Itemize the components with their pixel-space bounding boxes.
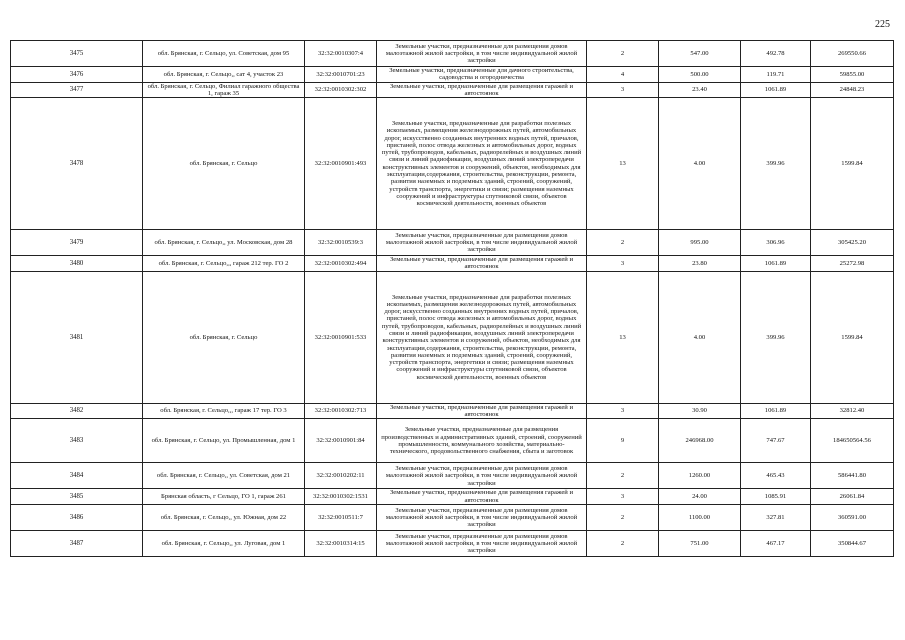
cadastral-number-cell: 32:32:0010302:1531 <box>305 489 377 505</box>
address-cell: обл. Брянская, г. Сельцо <box>143 98 305 230</box>
specific-value-cell: 1061.89 <box>741 403 811 419</box>
table-row <box>11 67 894 83</box>
land-use-cell: Земельные участки, предназначенные для размещения производственных и административных зданий, строений, сооружений промышленности, коммунального хозяйства, материально-технического, продовольственного снабжения, сбыта и заготовок <box>377 419 587 463</box>
row-number-cell: 3480 <box>11 256 143 272</box>
row-number-cell: 3482 <box>11 403 143 419</box>
specific-value-cell: 327.81 <box>741 504 811 530</box>
cadastral-number-cell: 32:32:0010901:533 <box>305 271 377 403</box>
cadastral-number-cell: 32:32:0010314:15 <box>305 530 377 556</box>
area-cell: 23.80 <box>659 256 741 272</box>
group-number-cell: 2 <box>587 463 659 489</box>
cadastral-value-cell: 24848.23 <box>811 82 894 98</box>
cadastral-number-cell: 32:32:0010302:302 <box>305 82 377 98</box>
row-number-cell: 3476 <box>11 67 143 83</box>
land-use-cell: Земельные участки, предназначенные для дачного строительства, садоводства и огородничества <box>377 67 587 83</box>
cadastral-value-cell: 1599.84 <box>811 271 894 403</box>
land-use-cell: Земельные участки, предназначенные для размещения домов малоэтажной жилой застройки, в том числе индивидуальной жилой застройки <box>377 463 587 489</box>
table-row <box>11 271 894 403</box>
specific-value-cell: 399.96 <box>741 271 811 403</box>
cadastral-value-cell: 350844.67 <box>811 530 894 556</box>
cadastral-number-cell: 32:32:0010202:11 <box>305 463 377 489</box>
group-number-cell: 2 <box>587 41 659 67</box>
area-cell: 24.00 <box>659 489 741 505</box>
group-number-cell: 4 <box>587 67 659 83</box>
area-cell: 4.00 <box>659 271 741 403</box>
group-number-cell: 9 <box>587 419 659 463</box>
area-cell: 246968.00 <box>659 419 741 463</box>
cadastral-value-cell: 26061.84 <box>811 489 894 505</box>
address-cell: обл. Брянская, г. Сельцо, ул. Советская, дом 95 <box>143 41 305 67</box>
specific-value-cell: 492.78 <box>741 41 811 67</box>
specific-value-cell: 747.67 <box>741 419 811 463</box>
table-row <box>11 403 894 419</box>
cadastral-value-cell: 25272.98 <box>811 256 894 272</box>
address-cell: обл. Брянская, г. Сельцо,, сат 4, участок 23 <box>143 67 305 83</box>
row-number-cell: 3481 <box>11 271 143 403</box>
cadastral-value-cell: 59855.00 <box>811 67 894 83</box>
address-cell: обл. Брянская, г. Сельцо, Филиал гаражного общества 1, гараж 35 <box>143 82 305 98</box>
address-cell: обл. Брянская, г. Сельцо,, ул. Советская, дом 21 <box>143 463 305 489</box>
area-cell: 30.90 <box>659 403 741 419</box>
cadastral-number-cell: 32:32:0010539:3 <box>305 230 377 256</box>
table-row <box>11 82 894 98</box>
area-cell: 751.00 <box>659 530 741 556</box>
address-cell: обл. Брянская, г. Сельцо,,, гараж 17 тер. ГО 3 <box>143 403 305 419</box>
land-use-cell: Земельные участки, предназначенные для размещения домов малоэтажной жилой застройки, в том числе индивидуальной жилой застройки <box>377 41 587 67</box>
area-cell: 500.00 <box>659 67 741 83</box>
row-number-cell: 3484 <box>11 463 143 489</box>
group-number-cell: 2 <box>587 504 659 530</box>
row-number-cell: 3475 <box>11 41 143 67</box>
row-number-cell: 3483 <box>11 419 143 463</box>
land-use-cell: Земельные участки, предназначенные для размещения гаражей и автостоянок <box>377 82 587 98</box>
cadastral-number-cell: 32:32:0010511:7 <box>305 504 377 530</box>
cadastral-value-cell: 184650564.56 <box>811 419 894 463</box>
area-cell: 23.40 <box>659 82 741 98</box>
area-cell: 547.00 <box>659 41 741 67</box>
group-number-cell: 3 <box>587 256 659 272</box>
group-number-cell: 13 <box>587 98 659 230</box>
address-cell: обл. Брянская, г. Сельцо, ул. Промышленная, дом 1 <box>143 419 305 463</box>
specific-value-cell: 467.17 <box>741 530 811 556</box>
specific-value-cell: 1085.91 <box>741 489 811 505</box>
land-use-cell: Земельные участки, предназначенные для размещения гаражей и автостоянок <box>377 403 587 419</box>
land-use-cell: Земельные участки, предназначенные для размещения гаражей и автостоянок <box>377 256 587 272</box>
table-row <box>11 41 894 67</box>
cadastral-number-cell: 32:32:0010307:4 <box>305 41 377 67</box>
row-number-cell: 3486 <box>11 504 143 530</box>
group-number-cell: 3 <box>587 489 659 505</box>
cadastral-value-cell: 32812.40 <box>811 403 894 419</box>
table-row <box>11 463 894 489</box>
table-row <box>11 230 894 256</box>
land-use-cell: Земельные участки, предназначенные для размещения домов малоэтажной жилой застройки, в том числе индивидуальной жилой застройки <box>377 504 587 530</box>
table-row <box>11 98 894 230</box>
group-number-cell: 3 <box>587 82 659 98</box>
cadastral-value-cell: 586441.80 <box>811 463 894 489</box>
cadastral-number-cell: 32:32:0010302:494 <box>305 256 377 272</box>
row-number-cell: 3485 <box>11 489 143 505</box>
table-row <box>11 530 894 556</box>
address-cell: обл. Брянская, г. Сельцо,, ул. Луговая, дом 1 <box>143 530 305 556</box>
area-cell: 1260.00 <box>659 463 741 489</box>
page-number: 225 <box>875 19 890 30</box>
cadastral-value-cell: 269550.66 <box>811 41 894 67</box>
specific-value-cell: 1061.89 <box>741 82 811 98</box>
specific-value-cell: 306.96 <box>741 230 811 256</box>
address-cell: Брянская область, г Сельцо, ГО 1, гараж 261 <box>143 489 305 505</box>
cadastral-value-table <box>10 40 894 557</box>
cadastral-value-cell: 1599.84 <box>811 98 894 230</box>
area-cell: 995.00 <box>659 230 741 256</box>
specific-value-cell: 1061.89 <box>741 256 811 272</box>
group-number-cell: 2 <box>587 530 659 556</box>
cadastral-value-cell: 360591.00 <box>811 504 894 530</box>
row-number-cell: 3479 <box>11 230 143 256</box>
row-number-cell: 3478 <box>11 98 143 230</box>
address-cell: обл. Брянская, г. Сельцо,, ул. Московская, дом 28 <box>143 230 305 256</box>
address-cell: обл. Брянская, г. Сельцо,, ул. Южная, дом 22 <box>143 504 305 530</box>
table-row <box>11 504 894 530</box>
specific-value-cell: 119.71 <box>741 67 811 83</box>
area-cell: 4.00 <box>659 98 741 230</box>
group-number-cell: 13 <box>587 271 659 403</box>
cadastral-value-cell: 305425.20 <box>811 230 894 256</box>
cadastral-number-cell: 32:32:0010901:493 <box>305 98 377 230</box>
land-use-cell: Земельные участки, предназначенные для размещения домов малоэтажной жилой застройки, в том числе индивидуальной жилой застройки <box>377 230 587 256</box>
cadastral-number-cell: 32:32:0010701:23 <box>305 67 377 83</box>
cadastral-number-cell: 32:32:0010901:84 <box>305 419 377 463</box>
specific-value-cell: 399.96 <box>741 98 811 230</box>
land-use-cell: Земельные участки, предназначенные для разработки полезных ископаемых, размещения железнодорожных путей, автомобильных дорог, искусственно созданных внутренних водных путей, причалов, пристаней, полос отвода железных и автомобильных дорог, водных путей, трубопроводов, кабельных, радиорелейных и воздушных линий связи и линий радиофикации, воздушных линий электропередачи конструктивных элементов и сооружений, объектов, необходимых для эксплуатации,содержания, строительства, реконструкции, ремонта, развития наземных и подземных зданий, строений, сооружений, устройств транспорта, энергетики и связи; размещения наземных сооружений и инфраструктуры спутниковой связи, объектов космической деятельности, военных объектов <box>377 271 587 403</box>
address-cell: обл. Брянская, г. Сельцо <box>143 271 305 403</box>
row-number-cell: 3487 <box>11 530 143 556</box>
land-use-cell: Земельные участки, предназначенные для разработки полезных ископаемых, размещения железнодорожных путей, автомобильных дорог, искусственно созданных внутренних водных путей, причалов, пристаней, полос отвода железных и автомобильных дорог, водных путей, трубопроводов, кабельных, радиорелейных и воздушных линий связи и линий радиофикации, воздушных линий электропередачи конструктивных элементов и сооружений, объектов, необходимых для эксплуатации,содержания, строительства, реконструкции, ремонта, развития наземных и подземных зданий, строений, сооружений, устройств транспорта, энергетики и связи; размещения наземных сооружений и инфраструктуры спутниковой связи, объектов космической деятельности, военных объектов <box>377 98 587 230</box>
land-use-cell: Земельные участки, предназначенные для размещения домов малоэтажной жилой застройки, в том числе индивидуальной жилой застройки <box>377 530 587 556</box>
table-row <box>11 419 894 463</box>
group-number-cell: 2 <box>587 230 659 256</box>
address-cell: обл. Брянская, г. Сельцо,,, гараж 212 тер. ГО 2 <box>143 256 305 272</box>
table-row <box>11 256 894 272</box>
area-cell: 1100.00 <box>659 504 741 530</box>
row-number-cell: 3477 <box>11 82 143 98</box>
group-number-cell: 3 <box>587 403 659 419</box>
land-use-cell: Земельные участки, предназначенные для размещения гаражей и автостоянок <box>377 489 587 505</box>
table-row <box>11 489 894 505</box>
specific-value-cell: 465.43 <box>741 463 811 489</box>
cadastral-number-cell: 32:32:0010302:713 <box>305 403 377 419</box>
